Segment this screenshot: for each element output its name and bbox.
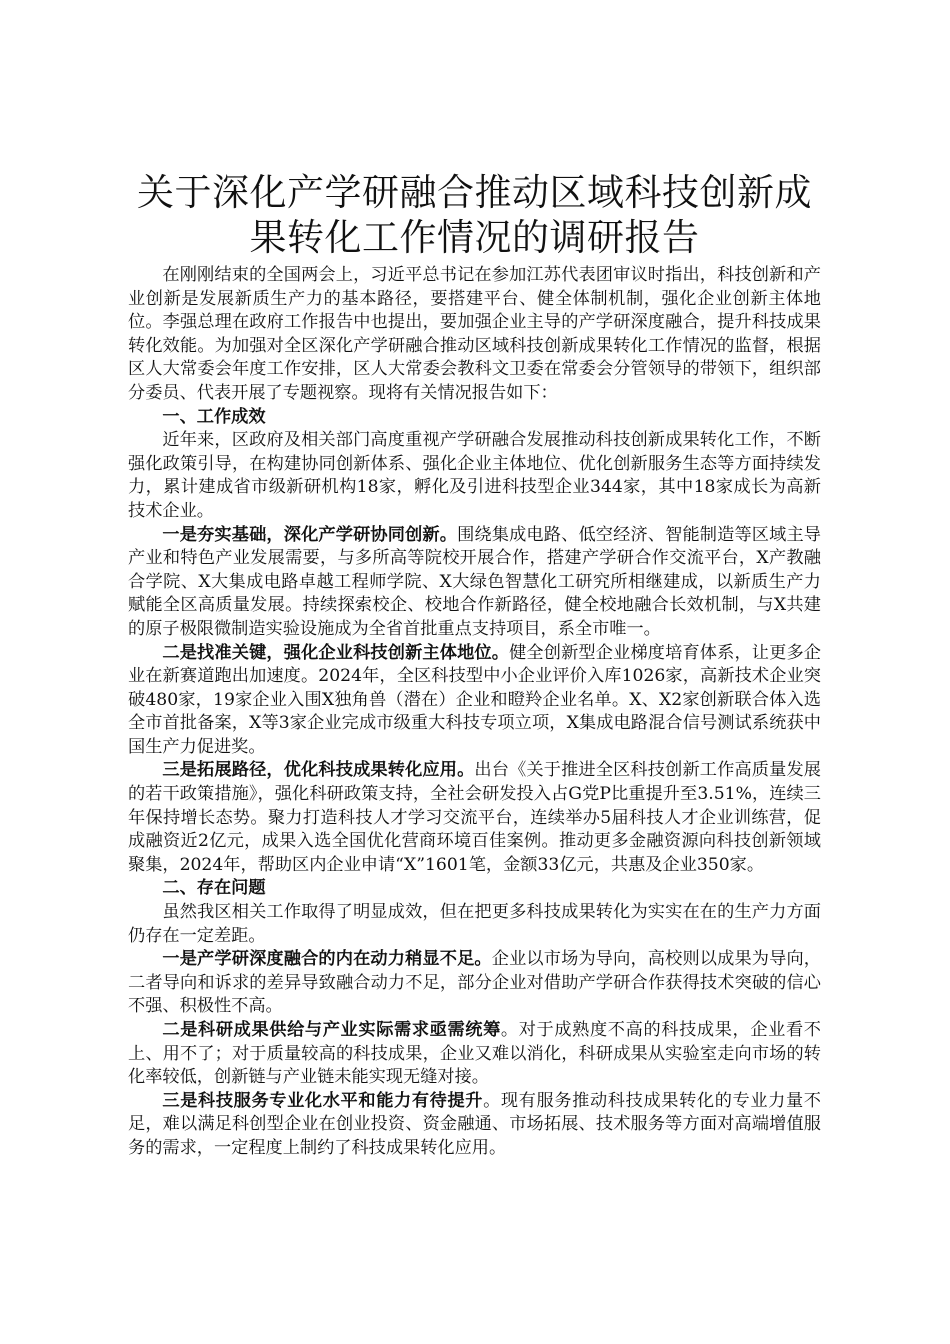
achievement-item bbox=[128, 642, 821, 760]
problem-item-body: 。现有服务推动科技成果转化的专业力量不足，难以满足科创型企业在创业投资、资金融通、市场拓展、技术服务等方面对高端增值服务的需求，一定程度上制约了科技成果转化应用。 bbox=[128, 1090, 821, 1158]
problem-item-lead: 二是科研成果供给与产业实际需求亟需统筹 bbox=[162, 1020, 501, 1040]
problem-item-lead: 三是科技服务专业化水平和能力有待提升 bbox=[162, 1090, 484, 1111]
section-heading-achievements: 一、工作成效 bbox=[162, 406, 266, 427]
problems-summary: 虽然我区相关工作取得了明显成效，但在把更多科技成果转化为实实在在的生产力方面仍存在一定差距。 bbox=[128, 902, 821, 946]
achievement-item-lead: 一是夯实基础，深化产学研协同创新。 bbox=[162, 524, 458, 545]
document-page bbox=[128, 170, 821, 1161]
problem-item-lead: 一是产学研深度融合的内在动力稍显不足。 bbox=[162, 949, 492, 970]
intro-paragraph: 在刚刚结束的全国两会上，习近平总书记在参加江苏代表团审议时指出，科技创新和产业创新是发展新质生产力的基本路径，要搭建平台、健全体制机制，强化企业创新主体地位。李强总理在政府工作报告中也提出，要加强企业主导的产学研深度融合，提升科技成果转化效能。为加强对全区深化产学研融合推动区域科技创新成果转化工作情况的监督，根据区人大常委会年度工作安排，区人大常委会教科文卫委在常委会分管领导的带领下，组织部分委员、代表开展了专题视察。现将有关情况报告如下： bbox=[128, 265, 821, 403]
problem-item-body: 企业以市场为导向，高校则以成果为导向，二者导向和诉求的差异导致融合动力不足，部分企业对借助产学研合作获得技术突破的信心不强、积极性不高。 bbox=[128, 949, 821, 1017]
problem-item bbox=[128, 1019, 821, 1090]
achievements-summary: 近年来，区政府及相关部门高度重视产学研融合发展推动科技创新成果转化工作，不断强化政策引导，在构建协同创新体系、强化企业主体地位、优化创新服务生态等方面持续发力，累计建成省市级新研机构18家，孵化及引进科技型企业344家，其中18家成长为高新技术企业。 bbox=[128, 430, 821, 521]
problem-item bbox=[128, 948, 821, 1019]
achievement-item-body: 围绕集成电路、低空经济、智能制造等区域主导产业和特色产业发展需要，与多所高等院校开展合作，搭建产学研合作交流平台，X产教融合学院、X大集成电路卓越工程师学院、X大绿色智慧化工研究所相继建成，以新质生产力赋能全区高质量发展。持续探索校企、校地合作新路径，健全校地融合长效机制，与X共建的原子极限微制造实验设施成为全省首批重点支持项目，系全市唯一。 bbox=[128, 524, 821, 639]
achievement-item-body: 出台《关于推进全区科技创新工作高质量发展的若干政策措施》，强化科研政策支持，全社会研发投入占G党P比重提升至3.51%，连续三年保持增长态势。聚力打造科技人才学习交流平台，连续举办5届科技人才企业训练营，促成融资近2亿元，成果入选全国优化营商环境百佳案例。推动更多金融资源向科技创新领域聚集，2024年，帮助区内企业申请“X”1601笔，金额33亿元，共惠及企业350家。 bbox=[128, 760, 821, 875]
section-heading-problems: 二、存在问题 bbox=[162, 878, 266, 899]
problem-item bbox=[128, 1090, 821, 1161]
achievement-item bbox=[128, 759, 821, 877]
achievement-item-lead: 三是拓展路径，优化科技成果转化应用。 bbox=[162, 760, 475, 781]
achievement-item bbox=[128, 524, 821, 642]
achievement-item-body: 健全创新型企业梯度培育体系，让更多企业在新赛道跑出加速度。2024年，全区科技型中小企业评价入库1026家，高新技术企业突破480家，19家企业入围X独角兽（潜在）企业和瞪羚企业名单。X、X2家创新联合体入选全市首批备案，X等3家企业完成市级重大科技专项立项，X集成电路混合信号测试系统获中国生产力促进奖。 bbox=[128, 642, 821, 757]
achievement-item-lead: 二是找准关键，强化企业科技创新主体地位。 bbox=[162, 642, 510, 663]
problem-item-body: 。对于成熟度不高的科技成果，企业看不上、用不了；对于质量较高的科技成果，企业又难以消化，科研成果从实验室走向市场的转化率较低，创新链与产业链未能实现无缝对接。 bbox=[128, 1020, 821, 1088]
document-title: 关于深化产学研融合推动区域科技创新成果转化工作情况的调研报告 bbox=[137, 171, 812, 259]
